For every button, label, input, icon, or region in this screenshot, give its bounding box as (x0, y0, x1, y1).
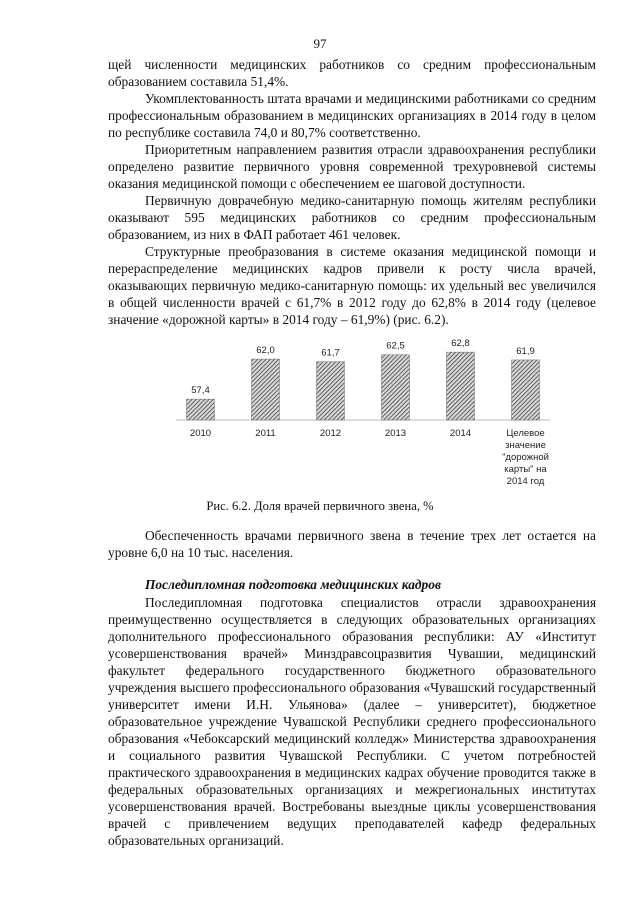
bar-chart-svg (168, 338, 558, 498)
x-tick-label-5-0: Целевое (506, 428, 545, 439)
figure-caption: Рис. 6.2. Доля врачей первичного звена, % (206, 499, 434, 513)
paragraph: щей численности медицинских работников со средним профессиональным образованием составила 51,4%. (108, 57, 596, 89)
x-tick-label-5-3: карты" на (504, 464, 547, 475)
data-label-0: 57,4 (191, 385, 210, 397)
data-label-5: 61,9 (516, 345, 535, 357)
bar-4 (447, 352, 475, 420)
text-block-top (108, 56, 596, 328)
bar-3 (382, 355, 410, 420)
paragraph: Структурные преобразования в системе оказания медицинской помощи и перераспределение медицинских кадров привели к росту числа врачей, оказывающих первичную медико-санитарную помощь: их удельный вес увеличился в общей численности врачей с 61,7% в 2012 году до 62,8% в 2014 году (целевое значение «дорожной карты» в 2014 году – 61,9%) (рис. 6.2). (108, 244, 596, 327)
x-tick-label-5-1: значение (505, 440, 546, 451)
x-tick-label-1-0: 2011 (255, 428, 276, 439)
text-block-middle (108, 527, 596, 561)
bar-1 (252, 359, 280, 420)
data-label-1: 62,0 (256, 345, 275, 357)
paragraph: Последипломная подготовка специалистов отрасли здравоохранения преимущественно осуществляется в следующих образовательных организациях дополнительного профессионального образования республики: АУ «Институт усовершенствования врачей» Минздравсоцразвития Чувашии, медицинский факультет федерального государственного бюджетного образовательного учреждения высшего профессионального образования «Чувашский государственный университет имени И.Н. Ульянова» (далее – университет), бюджетное образовательное учреждение Чувашской Республики среднего профессионального образования «Чебоксарский медицинский колледж» Министерства здравоохранения и социального развития Чувашской Республики. С учетом потребностей практического здравоохранения в медицинских кадрах обучение проводится также в федеральных образовательных организациях и межрегиональных институтах усовершенствования врачей. Востребованы выездные циклы усовершенствования врачей с привлечением ведущих преподавателей кафедр федеральных образовательных организаций. (108, 595, 596, 848)
x-tick-label-2-0: 2012 (319, 428, 342, 439)
section-heading: Последипломная подготовка медицинских кадров (145, 577, 441, 592)
bar-5 (512, 360, 540, 420)
paragraph: Приоритетным направлением развития отрасли здравоохранения республики определено развитие первичного уровня современной трехуровневой системы оказания медицинской помощи с обеспечением ее шаговой доступности. (108, 142, 596, 191)
text-block-bottom (108, 594, 596, 849)
data-label-3: 62,5 (386, 340, 405, 352)
bar-0 (187, 399, 215, 420)
bar-2 (317, 362, 345, 420)
paragraph: Первичную доврачебную медико-санитарную помощь жителям республики оказывают 595 медицинских работников со средним профессиональным образованием, из них в ФАП работает 461 человек. (108, 193, 596, 242)
x-tick-label-4-0: 2014 (449, 428, 472, 439)
x-tick-label-3-0: 2013 (384, 428, 407, 439)
x-tick-label-0-0: 2010 (189, 428, 212, 439)
x-tick-label-5-2: "дорожной (502, 452, 549, 463)
x-tick-label-5-4: 2014 год (506, 476, 545, 487)
bar-chart (168, 338, 558, 498)
page-number: 97 (313, 36, 327, 51)
paragraph: Обеспеченность врачами первичного звена в течение трех лет остается на уровне 6,0 на 10 тыс. населения. (108, 528, 596, 560)
paragraph: Укомплектованность штата врачами и медицинскими работниками со средним профессиональным образованием в медицинских организациях в 2014 году в целом по республике составила 74,0 и 80,7% соответственно. (108, 91, 596, 140)
data-label-2: 61,7 (321, 347, 340, 359)
data-label-4: 62,8 (451, 338, 470, 350)
